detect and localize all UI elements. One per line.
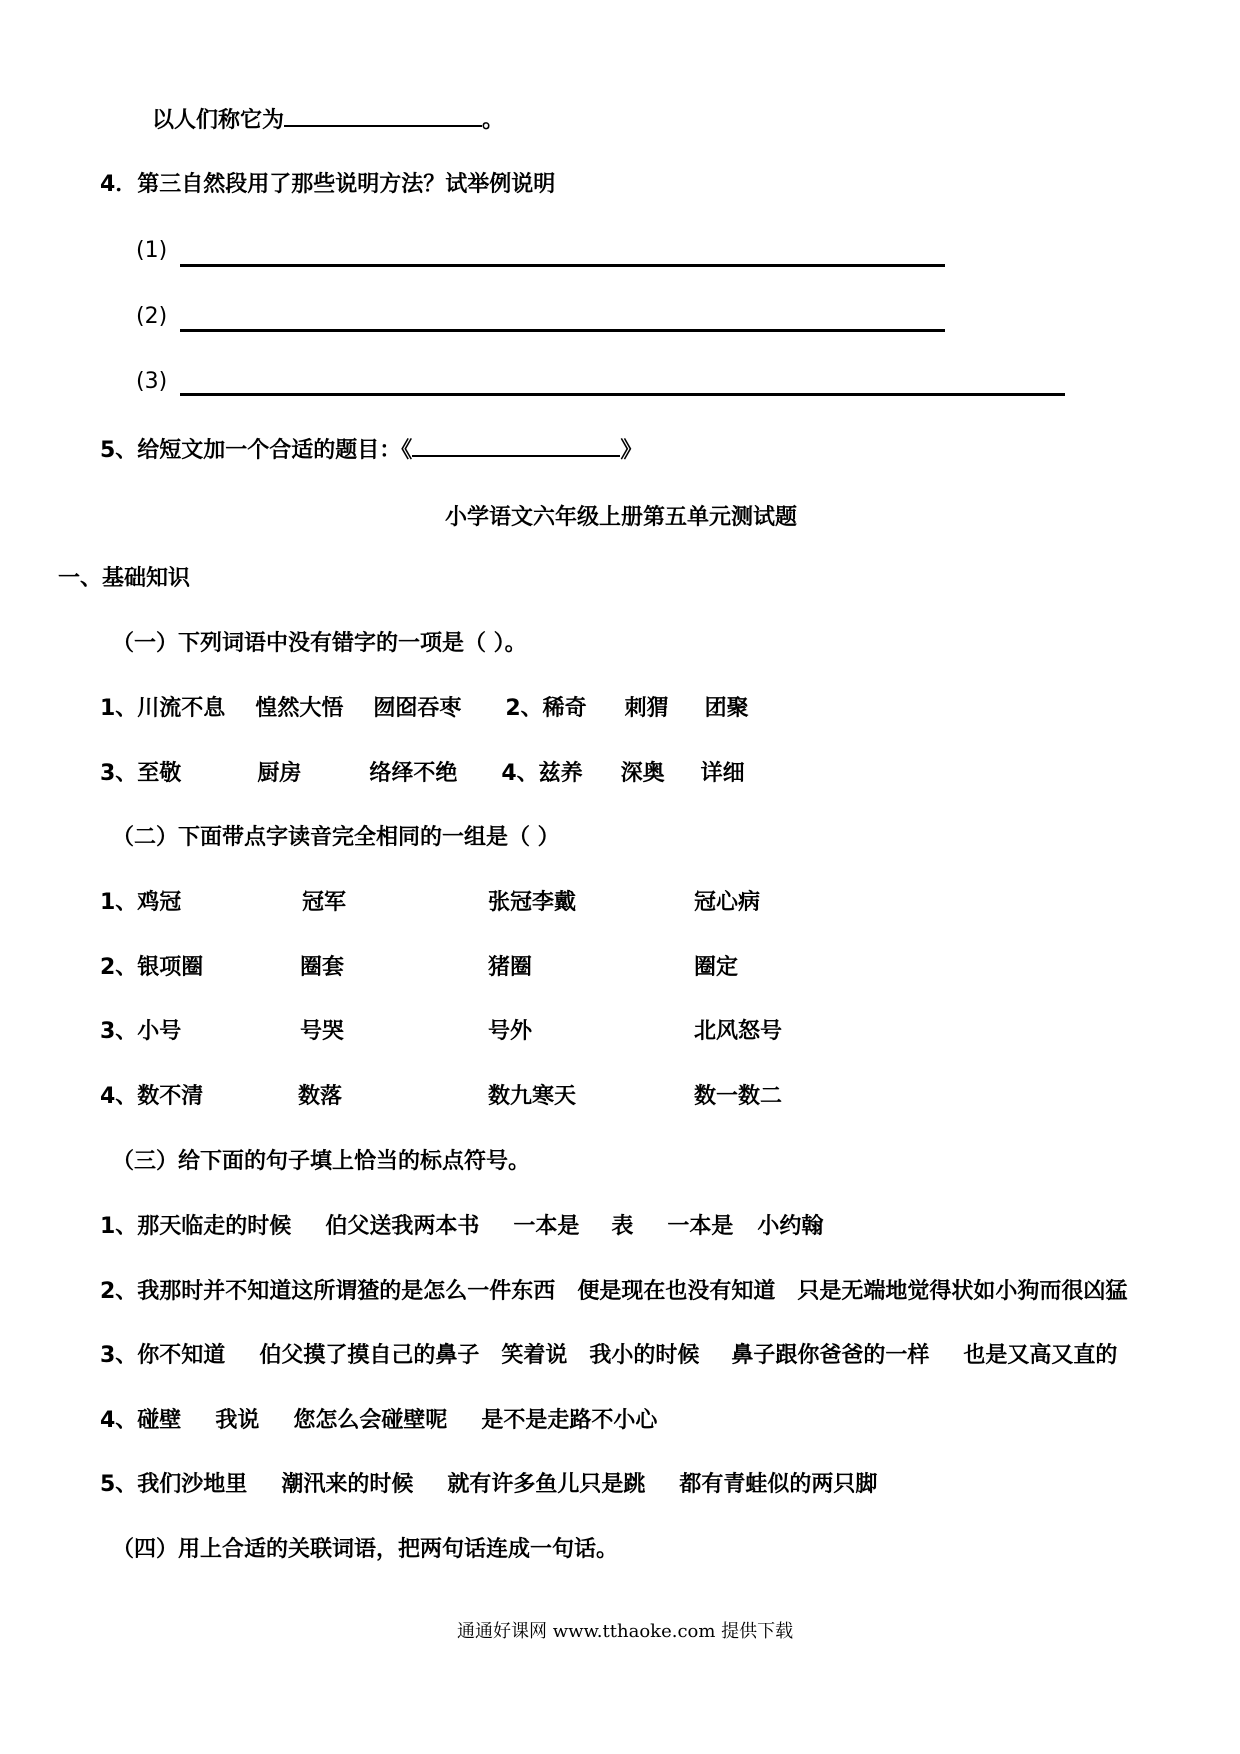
- part-1-row-1: 1、川流不息 惶然大悟 囫囵吞枣 2、稀奇 刺猬 团聚: [100, 696, 749, 721]
- answer-line-2[interactable]: [180, 329, 945, 332]
- part-2-row-4: 4、数不清 数落 数九寒天 数一数二: [100, 1084, 783, 1109]
- part-1-heading: （一）下列词语中没有错字的一项是（ ）。: [112, 631, 527, 656]
- part-3-sentence-3: 3、你不知道 伯父摸了摸自己的鼻子 笑着说 我小的时候 鼻子跟你爸爸的一样 也是又高又直的: [100, 1343, 1118, 1368]
- blank-label-1: (1): [136, 238, 168, 263]
- blank-label-3: (3): [136, 369, 168, 394]
- part-3-sentence-4: 4、碰壁 我说 您怎么会碰壁呢 是不是走路不小心: [100, 1408, 658, 1433]
- part-4-heading: （四）用上合适的关联词语，把两句话连成一句话。: [112, 1537, 619, 1562]
- part-2-row-3: 3、小号 号哭 号外 北风怒号: [100, 1019, 783, 1044]
- question-5: 5、给短文加一个合适的题目：《 》: [100, 435, 642, 466]
- answer-blank[interactable]: [284, 105, 482, 127]
- part-1-row-2: 3、至敬 厨房 络绎不绝 4、兹养 深奥 详细: [100, 761, 745, 786]
- section-heading-1: 一、基础知识: [58, 566, 191, 591]
- answer-line-3[interactable]: [180, 393, 1065, 396]
- question-4: 4．第三自然段用了那些说明方法？试举例说明: [100, 172, 556, 197]
- page-footer: 通通好课网 www.tthaoke.com 提供下载: [457, 1621, 794, 1642]
- part-2-row-1: 1、鸡冠 冠军 张冠李戴 冠心病: [100, 890, 761, 915]
- part-3-sentence-5: 5、我们沙地里 潮汛来的时候 就有许多鱼儿只是跳 都有青蛙似的两只脚: [100, 1472, 878, 1497]
- part-2-row-2: 2、银项圈 圈套 猪圈 圈定: [100, 955, 739, 980]
- document-title: 小学语文六年级上册第五单元测试题: [445, 505, 798, 530]
- title-blank[interactable]: [412, 435, 620, 457]
- part-2-heading: （二）下面带点字读音完全相同的一组是（ ）: [112, 825, 560, 850]
- part-3-heading: （三）给下面的句子填上恰当的标点符号。: [112, 1149, 531, 1174]
- answer-line-1[interactable]: [180, 264, 945, 267]
- part-3-sentence-1: 1、那天临走的时候 伯父送我两本书 一本是 表 一本是 小约翰: [100, 1214, 824, 1239]
- line-continuation: 以人们称它为 。: [152, 105, 504, 136]
- part-3-sentence-2: 2、我那时并不知道这所谓猹的是怎么一件东西 便是现在也没有知道 只是无端地觉得状如小狗而很凶猛: [100, 1279, 1128, 1304]
- blank-label-2: (2): [136, 304, 168, 329]
